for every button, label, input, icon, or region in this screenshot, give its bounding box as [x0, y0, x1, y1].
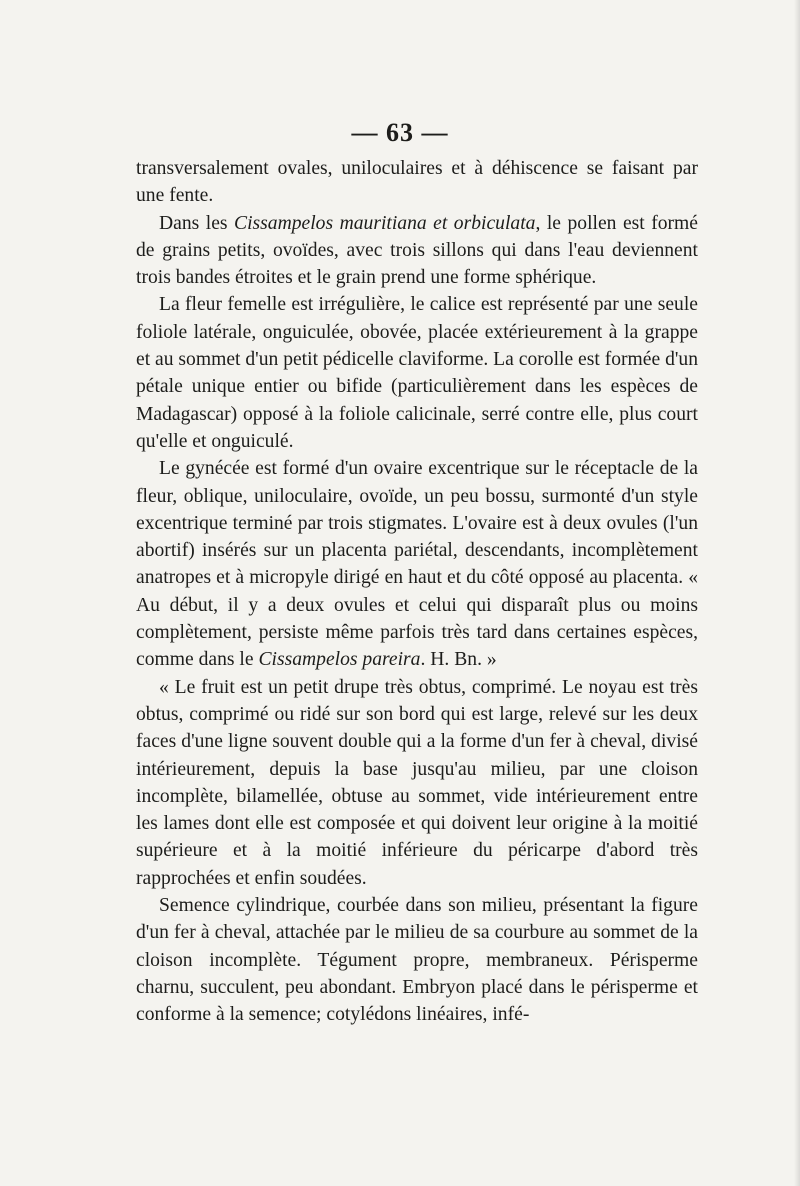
italic-species-name: Cissampelos pareira — [258, 649, 421, 671]
paragraph — [136, 291, 698, 455]
paragraph — [136, 674, 698, 892]
text-run: La fleur femelle est irrégulière, le calice est représenté par une seule foliole latérale, onguiculée, obovée, placée extérieurement à la grappe et au sommet d'un petit pédicelle claviforme. La corolle est formée d'un pétale unique entier ou bifide (particulièrement dans les espèces de Madagascar) opposé à la foliole calicinale, serré contre elle, plus court qu'elle et onguiculé. — [136, 294, 699, 452]
text-run: . H. Bn. » — [420, 649, 497, 671]
italic-species-name: Cissampelos mauritiana et orbiculata — [234, 212, 536, 234]
text-run: Semence cylindrique, courbée dans son milieu, présentant la figure d'un fer à cheval, attachée par le milieu de sa courbure au sommet de la cloison incomplète. Tégument propre, membraneux. Périsperme charnu, succulent, peu abondant. Embryon placé dans le périsperme et conforme à la semence; cotylédons linéaires, infé- — [136, 895, 698, 1026]
text-run: Le gynécée est formé d'un ovaire excentrique sur le réceptacle de la fleur, oblique, uniloculaire, ovoïde, un peu bossu, surmonté d'un style excentrique terminé par trois stigmates. L'ovaire est à deux ovules (l'un abortif) insérés sur un placenta pariétal, descendants, incomplètement anatropes et à micropyle dirigé en haut et du côté opposé au placenta. « Au début, il y a deux ovules et celui qui disparaît plus ou moins complètement, persiste même parfois très tard dans certaines espèces, comme dans le — [136, 458, 698, 671]
paragraph — [136, 210, 698, 292]
paragraph — [136, 455, 698, 673]
page-edge-shadow — [794, 0, 800, 1186]
text-run: , le pollen est formé de grains petits, ovoïdes, avec trois sillons qui dans l'eau deviennent trois bandes étroites et le grain prend une forme sphérique. — [136, 212, 698, 289]
text-run: Dans les — [159, 212, 235, 234]
body-text — [136, 155, 698, 1029]
text-run: transversalement ovales, uniloculaires et à déhiscence se faisant par une fente. — [136, 158, 698, 207]
paragraph — [136, 155, 698, 210]
text-run: « Le fruit est un petit drupe très obtus, comprimé. Le noyau est très obtus, comprimé ou ridé sur son bord qui est large, relevé sur les deux faces d'une ligne souvent double qui a la forme d'un fer à cheval, divisé intérieurement, depuis la base jusqu'au milieu, par une cloison incomplète, bilamellée, obtuse au sommet, vide intérieurement entre les lames dont elle est composée et qui doivent leur origine à la moitié supérieure et à la moitié inférieure du péricarpe d'abord très rapprochées et enfin soudées. — [136, 676, 698, 889]
paragraph — [136, 892, 698, 1028]
page-number: — 63 — — [351, 118, 449, 147]
